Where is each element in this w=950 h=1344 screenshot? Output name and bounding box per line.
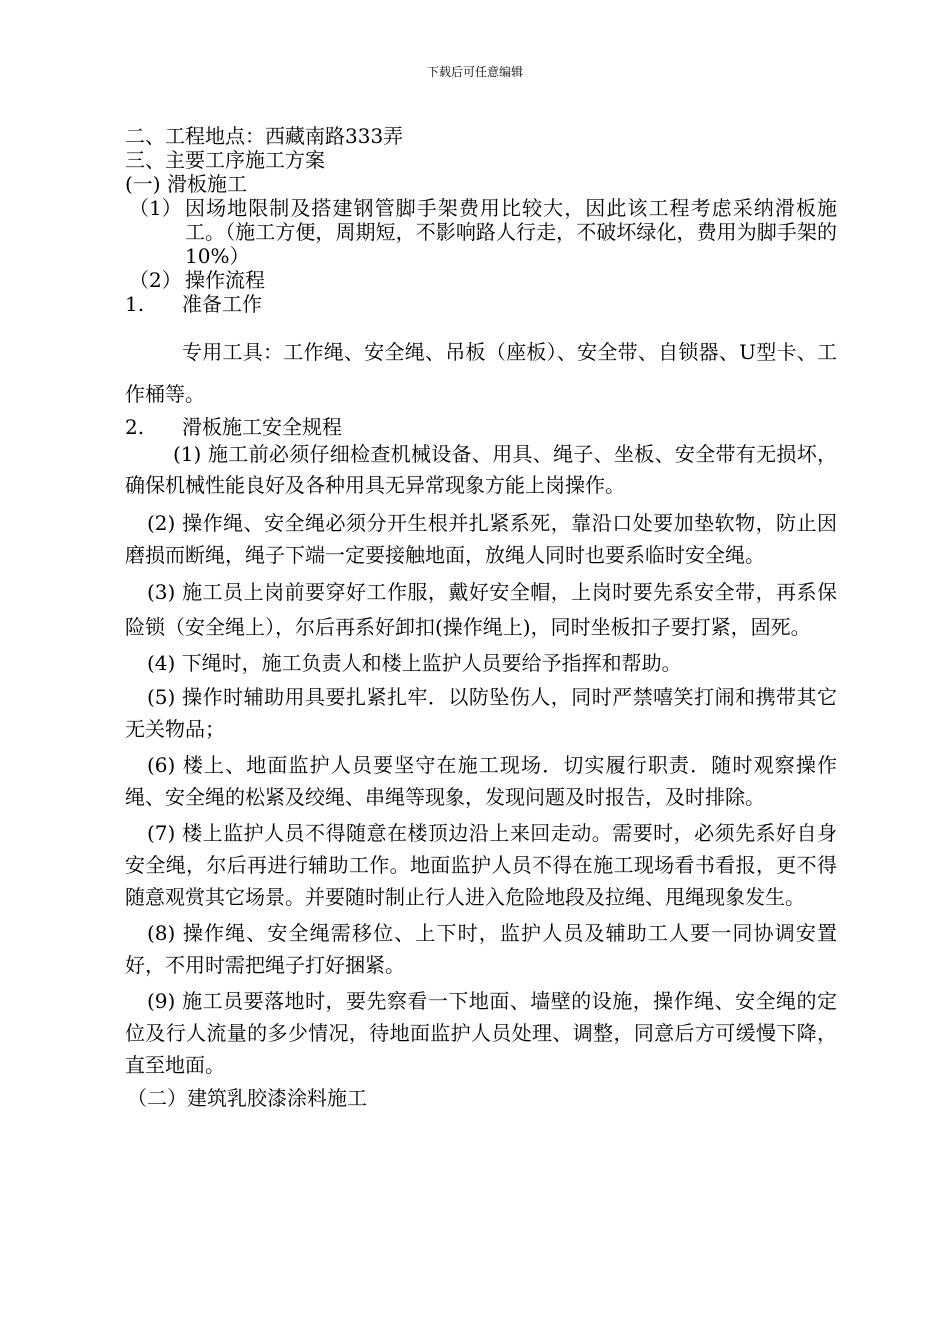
page-header-note: 下载后可任意编辑 [426, 65, 523, 79]
item-1-text: 因场地限制及搭建钢管脚手架费用比较大，因此该工程考虑采纳滑板施工。（施工方便，周期短，不影响路人行走，不破坏绿化，费用为脚手架的10%） [185, 196, 837, 268]
rule-4: (4) 下绳时，施工负责人和楼上监护人员要给予指挥和帮助。 [147, 651, 682, 675]
rule-9: (9) 施工员要落地时，要先察看一下地面、墙壁的设施，操作绳、安全绳的定位及行人流量的多少情况，待地面监护人员处理、调整，同意后方可缓慢下降，直至地面。 [125, 989, 837, 1077]
section-main-process: 三、主要工序施工方案 [125, 148, 325, 172]
item-2-text: 操作流程 [185, 268, 265, 292]
document-body [125, 124, 837, 1113]
item-1 [125, 196, 837, 268]
item-2 [125, 268, 837, 292]
item-1-number: （1） [129, 196, 182, 220]
step-1 [125, 292, 837, 316]
rule-7: (7) 楼上监护人员不得随意在楼顶边沿上来回走动。需要时，必须先系好自身安全绳，尔后再进行辅助工作。地面监护人员不得在施工现场看书看报，更不得随意观赏其它场景。并要随时制止行人进入危险地段及拉绳、甩绳现象发生。 [125, 821, 837, 909]
rule-8: (8) 操作绳、安全绳需移位、上下时，监护人员及辅助工人要一同协调安置好，不用时需把绳子打好捆紧。 [125, 921, 837, 977]
step-1-text: 准备工作 [182, 292, 262, 316]
item-2-number: （2） [129, 268, 182, 292]
step-2-number: 2. [125, 415, 145, 439]
step-2-text: 滑板施工安全规程 [182, 415, 342, 439]
rule-5: (5) 操作时辅助用具要扎紧扎牢．以防坠伤人，同时严禁嘻笑打闹和携带其它无关物品； [125, 685, 837, 741]
rule-6: (6) 楼上、地面监护人员要坚守在施工现场．切实履行职责．随时观察操作绳、安全绳的松紧及绞绳、串绳等现象，发现问题及时报告，及时排除。 [125, 753, 837, 809]
rule-2: (2) 操作绳、安全绳必须分开生根并扎紧系死，靠沿口处要加垫软物，防止因磨损而断绳，绳子下端一定要接触地面，放绳人同时也要系临时安全绳。 [125, 511, 837, 567]
step-2 [125, 415, 837, 439]
rule-1: (1) 施工前必须仔细检查机械设备、用具、绳子、坐板、安全带有无损坏，确保机械性能良好及各种用具无异常现象方能上岗操作。 [125, 442, 837, 497]
subsection-latex-paint: （二）建筑乳胶漆涂料施工 [127, 1086, 367, 1110]
tools-paragraph: 专用工具：工作绳、安全绳、吊板（座板）、安全带、自锁器、U型卡、工作桶等。 [125, 340, 837, 406]
step-1-number: 1. [125, 292, 145, 316]
subsection-slide-board: (一) 滑板施工 [125, 172, 247, 196]
rule-3: (3) 施工员上岗前要穿好工作服，戴好安全帽，上岗时要先系安全带，再系保险锁（安全绳上），尔后再系好卸扣(操作绳上)，同时坐板扣子要打紧，固死。 [125, 580, 837, 639]
section-location: 二、工程地点：西藏南路333弄 [125, 124, 404, 148]
